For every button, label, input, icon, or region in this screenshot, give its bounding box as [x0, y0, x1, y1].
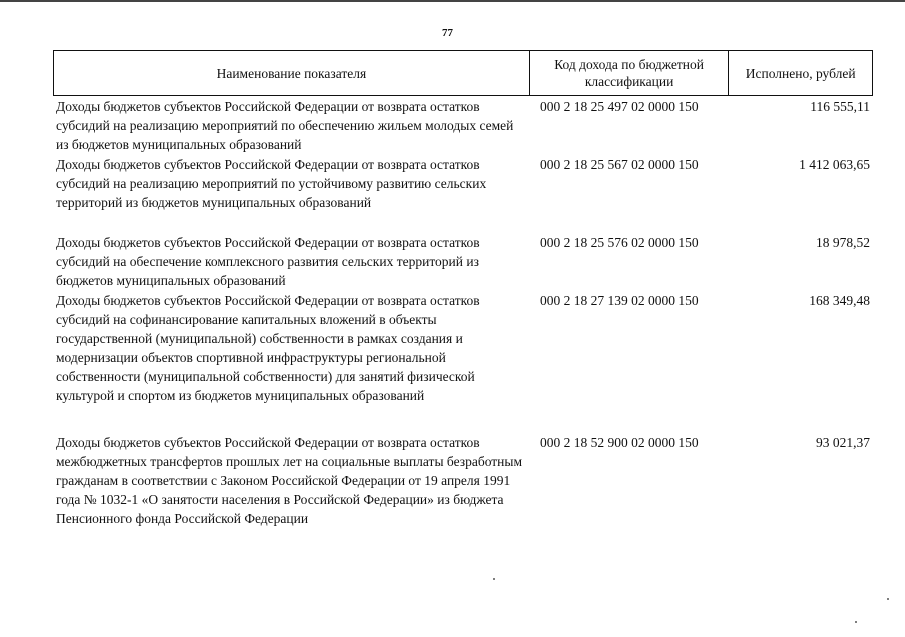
row-name: Доходы бюджетов субъектов Российской Федерации от возврата остатков межбюджетных трансфертов прошлых лет на социальные выплаты безработным гражданам в соответствии с Законом Российской Федерации от 19 апреля 1991 года № 1032-1 «О занятости населения в Российской Федерации» из бюджета Пенсионного фонда Российской Федерации: [56, 435, 523, 526]
table-row: [53, 97, 873, 155]
header-name: Наименование показателя: [54, 51, 530, 95]
row-amount: 93 021,37: [816, 435, 870, 450]
table-header: [53, 50, 873, 96]
table-row: [53, 233, 873, 291]
row-amount: 168 349,48: [809, 293, 870, 308]
row-name: Доходы бюджетов субъектов Российской Федерации от возврата остатков субсидий на реализацию мероприятий по обеспечению жильем молодых семей из бюджетов муниципальных образований: [56, 99, 514, 152]
scan-speck: [493, 578, 495, 580]
header-code: Код дохода по бюджетной классификации: [530, 51, 730, 95]
header-amount: Исполнено, рублей: [745, 65, 856, 81]
table-row: [53, 291, 873, 433]
row-amount: 1 412 063,65: [799, 157, 870, 172]
row-code: 000 2 18 52 900 02 0000 150: [540, 435, 699, 450]
scan-speck: [887, 598, 889, 600]
table-row: [53, 433, 873, 551]
row-amount: 18 978,52: [816, 235, 870, 250]
scan-speck: [855, 621, 857, 623]
budget-table: [53, 50, 873, 551]
row-name: Доходы бюджетов субъектов Российской Федерации от возврата остатков субсидий на софинансирование капитальных вложений в объекты государственной (муниципальной) собственности в рамках создания и модернизации объектов спортивной инфраструктуры региональной собственности (муниципальной собственности) для занятий физической культурой и спортом из бюджетов муниципальных образований: [56, 293, 480, 403]
row-code: 000 2 18 27 139 02 0000 150: [540, 293, 699, 308]
row-code: 000 2 18 25 576 02 0000 150: [540, 235, 699, 250]
page-number: 77: [442, 27, 453, 39]
row-name: Доходы бюджетов субъектов Российской Федерации от возврата остатков субсидий на обеспечение комплексного развития сельских территорий из бюджетов муниципальных образований: [56, 235, 480, 288]
table-row: [53, 155, 873, 233]
row-code: 000 2 18 25 497 02 0000 150: [540, 99, 699, 114]
top-border-line: [0, 0, 905, 2]
row-name: Доходы бюджетов субъектов Российской Федерации от возврата остатков субсидий на реализацию мероприятий по устойчивому развитию сельских территорий из бюджетов муниципальных образований: [56, 157, 487, 210]
row-code: 000 2 18 25 567 02 0000 150: [540, 157, 699, 172]
row-amount: 116 555,11: [810, 99, 870, 114]
